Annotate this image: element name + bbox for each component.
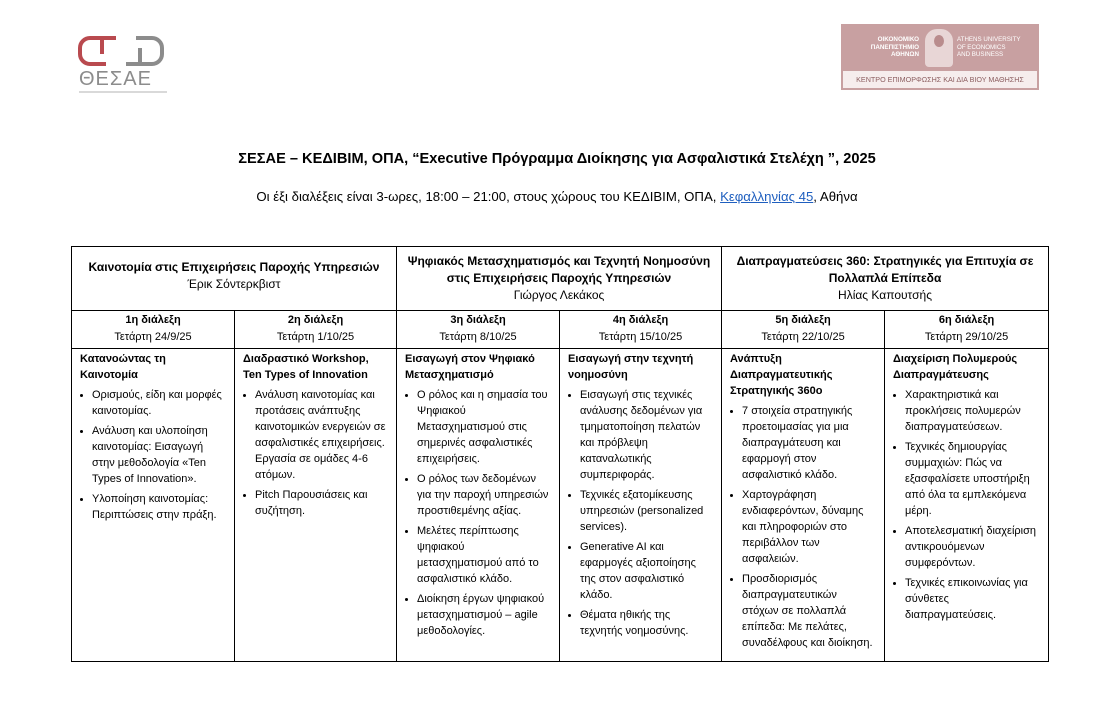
content-bullet: • Ο ρόλος και η σημασία του Ψηφιακού Μετασχηματισμού στις σημερινές ασφαλιστικές επιχειρήσεις. [417,387,551,467]
lecture-cell [560,311,722,349]
content-title: Διαχείριση Πολυμερούς Διαπραγμάτευσης [893,353,1018,381]
aueb-logo-english: ATHENS UNIVERSITY OF ECONOMICS AND BUSINESS [957,36,1021,59]
lecture-cell [885,311,1049,349]
module-instructor: Έρικ Σόντερκβιστ [187,277,281,291]
content-bullet: • Προσδιορισμός διαπραγματευτικών στόχων σε πολλαπλά επίπεδα: Με πελάτες, συναδέλφους και διοίκηση. [742,571,876,651]
content-list [730,403,876,651]
lecture-number: 4η διάλεξη [612,314,669,326]
content-bullet: • Μελέτες περίπτωσης ψηφιακού μετασχηματισμού από το ασφαλιστικό κλάδο. [417,523,551,587]
content-list [568,387,713,639]
lecture-number: 1η διάλεξη [125,314,181,326]
content-row [72,349,1049,662]
content-title: Κατανοώντας τη Καινοτομία [80,353,166,381]
content-title: Διαδραστικό Workshop, Ten Types of Innovation [243,353,369,381]
content-cell [560,349,722,662]
sesae-logo [76,32,176,100]
module-cell [397,247,722,311]
content-bullet: • Διοίκηση έργων ψηφιακού μετασχηματισμού – agile μεθοδολογίες. [417,591,551,639]
module-cell [722,247,1049,311]
content-bullet: • Ανάλυση καινοτομίας και προτάσεις ανάπτυξης καινοτομικών ενεργειών σε ασφαλιστικές επιχειρήσεις. Εργασία σε ομάδες 4-6 ατόμων. [255,387,388,483]
page-title: ΣΕΣΑΕ – ΚΕΔΙΒΙΜ, ΟΠΑ, “Executive Πρόγραμμα Διοίκησης για Ασφαλιστικά Στελέχη ”, 2025 [238,151,876,167]
module-title: Ψηφιακός Μετασχηματισμός και Τεχνητή Νοημοσύνη στις Επιχειρήσεις Παροχής Υπηρεσιών [407,254,711,285]
bust-icon [925,29,953,67]
lecture-number: 3η διάλεξη [450,314,506,326]
module-title: Διαπραγματεύσεις 360: Στρατηγικές για Επιτυχία σε Πολλαπλά Επίπεδα [736,254,1034,285]
lecture-cell [722,311,885,349]
content-bullet: • Θέματα ηθικής της τεχνητής νοημοσύνης. [580,607,713,639]
module-row [72,247,1049,311]
lecture-cell [397,311,560,349]
lecture-cell [235,311,397,349]
aueb-logo [841,24,1039,90]
content-list [80,387,226,523]
address-link[interactable]: Κεφαλληνίας 45 [720,189,814,204]
content-bullet: • Χαρτογράφηση ενδιαφερόντων, δύναμης και πληροφοριών στο περιβάλλον των ασφαλειών. [742,487,876,567]
aueb-logo-center: ΚΕΝΤΡΟ ΕΠΙΜΟΡΦΩΣΗΣ ΚΑΙ ΔΙΑ ΒΙΟΥ ΜΑΘΗΣΗΣ [843,71,1037,88]
content-bullet: • Generative AI και εφαρμογές αξιοποίησης της στον ασφαλιστικό κλάδο. [580,539,713,603]
content-bullet: • Pitch Παρουσιάσεις και συζήτηση. [255,487,388,519]
lecture-date: Τετάρτη 29/10/25 [924,331,1009,343]
content-bullet: • 7 στοιχεία στρατηγικής προετοιμασίας για μια διαπραγμάτευση και εφαρμογή στον ασφαλιστικό κλάδο. [742,403,876,483]
module-cell [72,247,397,311]
content-title: Εισαγωγή στην τεχνητή νοημοσύνη [568,353,694,381]
schedule-table [71,246,1049,662]
content-bullet: • Ο ρόλος των δεδομένων για την παροχή υπηρεσιών προστιθεμένης αξίας. [417,471,551,519]
module-instructor: Γιώργος Λεκάκος [513,288,605,302]
lecture-date: Τετάρτη 1/10/25 [276,331,355,343]
content-bullet: • Υλοποίηση καινοτομίας: Περιπτώσεις στην πράξη. [92,491,226,523]
content-list [243,387,388,519]
lecture-date: Τετάρτη 24/9/25 [114,331,192,343]
page-subtitle [0,189,1114,204]
module-title: Καινοτομία στις Επιχειρήσεις Παροχής Υπηρεσιών [88,260,380,274]
lecture-number: 6η διάλεξη [938,314,995,326]
aueb-logo-greek: ΟΙΚΟΝΟΜΙΚΟ ΠΑΝΕΠΙΣΤΗΜΙΟ ΑΘΗΝΩΝ [870,36,919,59]
lecture-date: Τετάρτη 15/10/25 [598,331,683,343]
content-cell [397,349,560,662]
lecture-number: 2η διάλεξη [287,314,344,326]
lecture-row [72,311,1049,349]
lecture-number: 5η διάλεξη [775,314,831,326]
content-cell [235,349,397,662]
content-bullet: • Ορισμούς, είδη και μορφές καινοτομίας. [92,387,226,419]
content-cell [722,349,885,662]
content-title: Εισαγωγή στον Ψηφιακό Μετασχηματισμό [405,353,535,381]
lecture-date: Τετάρτη 22/10/25 [761,331,845,343]
content-bullet: • Τεχνικές δημιουργίας συμμαχιών: Πώς να εξασφαλίσετε υποστήριξη από όλα τα εμπλεκόμενα μέρη. [905,439,1040,519]
content-cell [72,349,235,662]
sesae-logo-text: ΘΕΣΑΕ [79,68,152,90]
lecture-date: Τετάρτη 8/10/25 [439,331,517,343]
subtitle-end: , Αθήνα [813,189,858,204]
content-list [405,387,551,639]
content-bullet: • Χαρακτηριστικά και προκλήσεις πολυμερών διαπραγματεύσεων. [905,387,1040,435]
sesae-logo-graphic [76,32,176,100]
content-bullet: • Ανάλυση και υλοποίηση καινοτομίας: Εισαγωγή στην μεθοδολογία «Ten Types of Innovation». [92,423,226,487]
content-title: Ανάπτυξη Διαπραγματευτικής Στρατηγικής 360ο [730,353,833,397]
subtitle-text: Οι έξι διαλέξεις είναι 3-ωρες, 18:00 – 21:00, στους χώρους του ΚΕΔΙΒΙΜ, ΟΠΑ, [256,189,721,204]
module-instructor: Ηλίας Καπουτσής [838,288,932,302]
content-bullet: • Εισαγωγή στις τεχνικές ανάλυσης δεδομένων για τμηματοποίηση πελατών και πρόβλεψη καταναλωτικής συμπεριφοράς. [580,387,713,483]
content-bullet: • Τεχνικές εξατομίκευσης υπηρεσιών (personalized services). [580,487,713,535]
content-cell [885,349,1049,662]
content-bullet: • Τεχνικές επικοινωνίας για σύνθετες διαπραγματεύσεις. [905,575,1040,623]
content-list [893,387,1040,623]
content-bullet: • Αποτελεσματική διαχείριση αντικρουόμενων συμφερόντων. [905,523,1040,571]
lecture-cell [72,311,235,349]
